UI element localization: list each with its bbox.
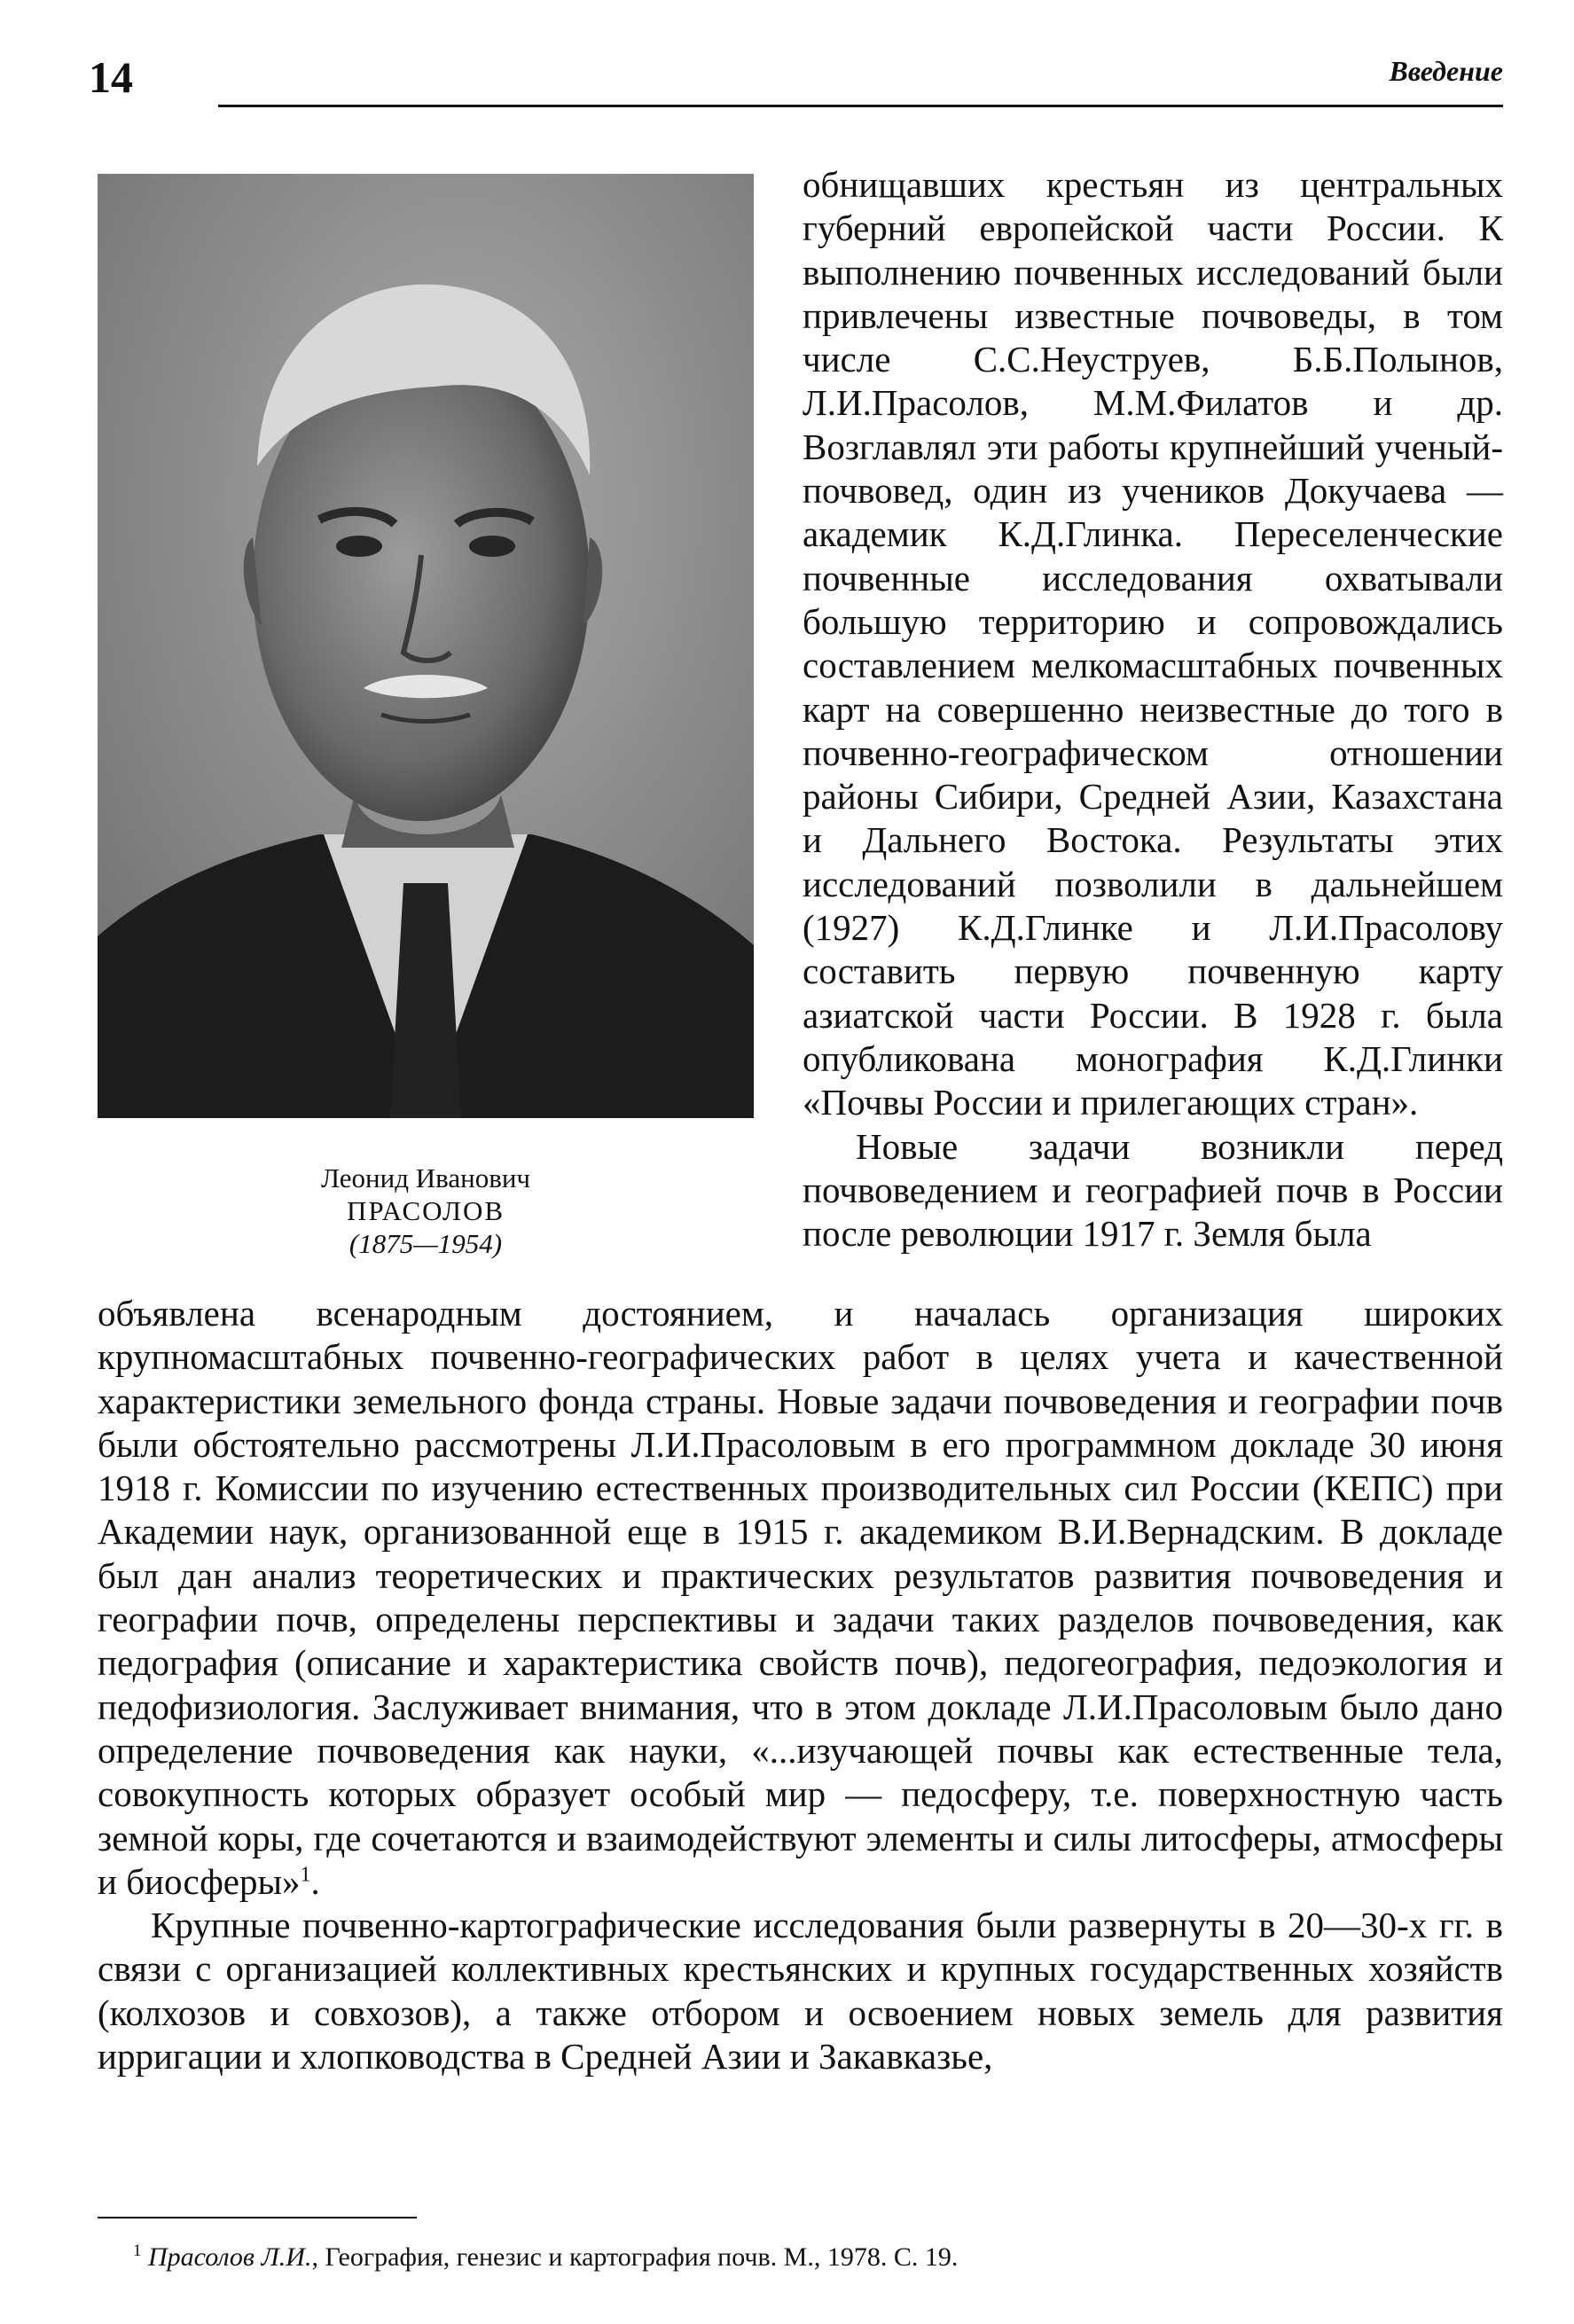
footnote-number: 1: [133, 2242, 142, 2260]
footnote-author: Прасолов Л.И.: [148, 2242, 312, 2272]
body-paragraph-end: .: [310, 1860, 320, 1902]
running-head: Введение: [1389, 55, 1503, 87]
caption-surname: ПРАСОЛОВ: [346, 1195, 505, 1226]
footnote-text: , География, генезис и картография почв. М., 1978. С. 19.: [311, 2242, 959, 2272]
portrait-photo: [98, 174, 754, 1118]
header-rule: [218, 105, 1503, 107]
column-paragraph: обнищавших крестьян из центральных губерний европейской части России. К выполнению почвенных исследований были привлечены известные почвоведы, в том числе С.С.Неуструев, Б.Б.Полынов, Л.И.Прасолов, М.М.Филатов и др. Возглавлял эти работы крупнейший ученый-почвовед, один из учеников Докучаева — академик К.Д.Глинка. Переселенческие почвенные исследования охватывали большую территорию и сопровождались составлением мелкомасштабных почвенных карт на совершенно неизвестные до того в почвенно-географическом отношении районы Сибири, Средней Азии, Казахстана и Дальнего Востока. Результаты этих исследований позволили в дальнейшем (1927) К.Д.Глинке и Л.И.Прасолову составить первую почвенную карту азиатской части России. В 1928 г. была опубликована монография К.Д.Глинки «Почвы России и прилегающих стран».: [803, 164, 1503, 1123]
footnote-reference: 1: [300, 1863, 311, 1887]
footnote-rule: [98, 2217, 417, 2218]
body-text: [98, 1292, 1503, 2078]
footnote: [133, 2242, 1503, 2273]
body-paragraph: [98, 1292, 1503, 1904]
body-paragraph: Крупные почвенно-картографические исследования были развернуты в 20—30-х гг. в связи с организацией коллективных крестьянских и крупных государственных хозяйств (колхозов и совхозов), а также отбором и освоением новых земель для развития ирригации и хлопководства в Средней Азии и Закавказье,: [98, 1905, 1503, 2078]
caption-name: Леонид Иванович: [320, 1162, 531, 1193]
body-paragraph-text: объявлена всенародным достоянием, и началась организация широких крупномасштабных почвенно-географических работ в целях учета и качественной характеристики земельного фонда страны. Новые задачи почвоведения и географии почв были обстоятельно рассмотрены Л.И.Прасоловым в его программном докладе 30 июня 1918 г. Комиссии по изучению естественных производительных сил России (КЕПС) при Академии наук, организованной еще в 1915 г. академиком В.И.Вернадским. В докладе был дан анализ теоретических и практических результатов развития почвоведения и географии почв, определены перспективы и задачи таких разделов почвоведения, как педография (описание и характеристика свойств почв), педогеография, педоэкология и педофизиология. Заслуживает внимания, что в этом докладе Л.И.Прасоловым было дано определение почвоведения как науки, «...изучающей почвы как естественные тела, совокупность которых образует особый мир — педосферу, т.е. поверхностную часть земной коры, где сочетаются и взаимодействуют элементы и силы литосферы, атмосферы и биосферы»: [98, 1293, 1503, 1902]
portrait-caption: [98, 1162, 754, 1260]
caption-years: (1875—1954): [348, 1228, 503, 1259]
column-paragraph: Новые задачи возникли перед почвоведением и географией почв в России после революции 1917 г. Земля была: [803, 1125, 1503, 1255]
page-number: 14: [89, 52, 133, 102]
column-text: [803, 163, 1503, 1256]
